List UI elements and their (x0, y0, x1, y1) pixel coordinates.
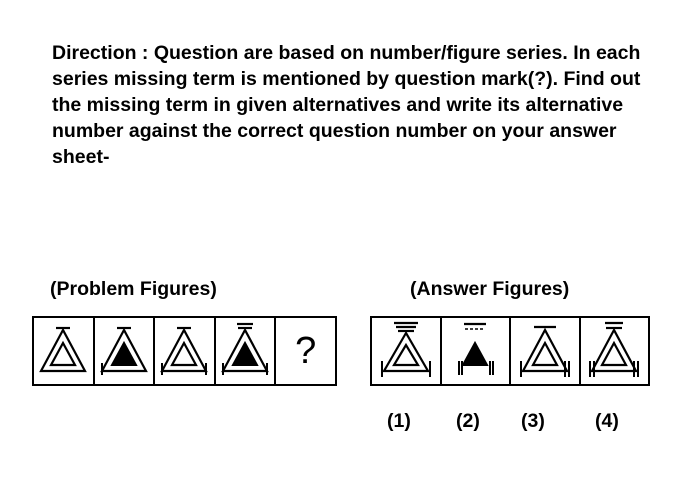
triangle-in-triangle-icon (35, 321, 91, 381)
direction-text: Direction : Question are based on number/figure series. In each series missing term is mentioned by question mark(?). Find out the missing term in given alternatives and write its alternative number against the correct question number on your answer sheet- (52, 42, 641, 168)
problem-figures-strip (32, 316, 337, 386)
answer-label-2: (2) (456, 410, 480, 432)
answer-label-4: (4) (595, 410, 619, 432)
problem-figure-4 (216, 318, 277, 384)
answer-figures-heading: (Answer Figures) (410, 278, 570, 300)
answer-figures-strip (370, 316, 650, 386)
problem-figure-1 (34, 318, 95, 384)
answer-figure-4[interactable] (581, 318, 649, 384)
filled-triangle-icon (96, 321, 152, 381)
problem-figure-2 (95, 318, 156, 384)
problem-figures-heading: (Problem Figures) (50, 278, 217, 300)
problem-figure-5 (276, 318, 335, 384)
filled-triangle-icon (447, 321, 503, 381)
triangle-in-triangle-icon (156, 321, 212, 381)
triangle-in-triangle-icon (586, 321, 642, 381)
problem-figure-3 (155, 318, 216, 384)
answer-figure-2[interactable] (442, 318, 512, 384)
question-mark: ? (295, 330, 317, 372)
filled-triangle-icon (217, 321, 273, 381)
answer-labels (370, 410, 650, 434)
answer-label-1: (1) (387, 410, 411, 432)
answer-figure-1[interactable] (372, 318, 442, 384)
triangle-in-triangle-icon (517, 321, 573, 381)
triangle-in-triangle-icon (378, 321, 434, 381)
answer-label-3: (3) (521, 410, 545, 432)
answer-figure-3[interactable] (511, 318, 581, 384)
